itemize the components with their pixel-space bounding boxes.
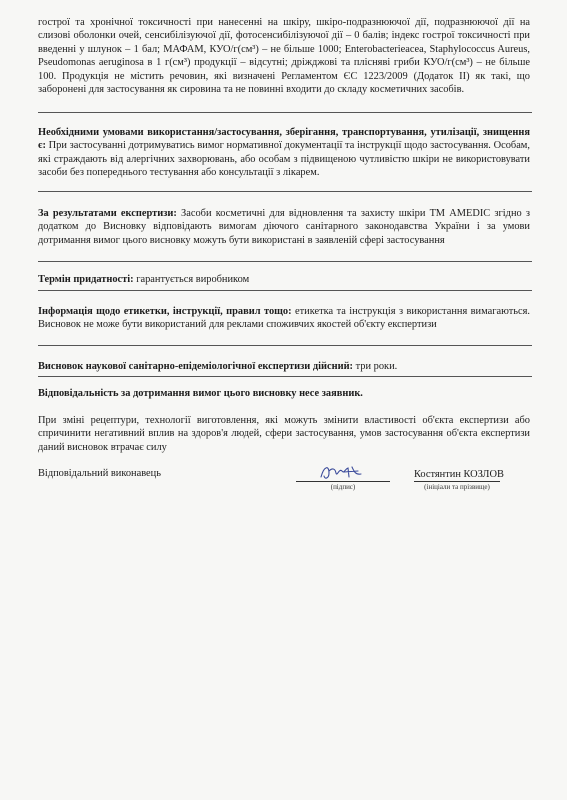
expertise-results-text: Засоби косметичні для відновлення та захисту шкіри ТМ AMEDIC згідно з додатком до Висновку відповідають вимогам діючого санітарного законодавства України і за умови дотримання вимог цього висновку можуть бути використані в заявленій сфері застосування [38, 208, 530, 246]
divider [38, 112, 532, 113]
signature-line [296, 481, 390, 482]
signature-caption: (підпис) [330, 483, 356, 491]
responsible-executor-label: Відповідальний виконавець [38, 468, 161, 479]
usage-conditions-heading: Необхідними умовами використання/застосування, зберігання, транспортування, утилізації, знищення є: [38, 127, 530, 152]
usage-conditions-section [38, 126, 530, 180]
responsibility-section [38, 387, 530, 400]
validity-heading: Висновок наукової санітарно-епідеміологічної експертизи дійсний: [38, 361, 354, 372]
labeling-section [38, 305, 530, 332]
name-caption: (ініціали та прізвище) [424, 483, 490, 491]
labeling-text: етикетка та інструкція з використання вимагаються. Висновок не може бути використаний для реклами споживчих якостей об'єкту експертизи [38, 306, 530, 331]
shelf-life-heading: Термін придатності: [38, 274, 134, 285]
signer-name: Костянтин КОЗЛОВ [414, 469, 504, 480]
validity-section [38, 360, 530, 373]
shelf-life-text: гарантується виробником [136, 274, 250, 285]
expertise-results-section [38, 207, 530, 247]
usage-conditions-text: При застосуванні дотримуватись вимог нормативної документації та інструкції щодо застосування. Особам, які страждають від алергічних захворювань, або особам з підвищеною чутливістю шкіри не використовувати засоби без попереднього тестування або консультації з лікарем. [38, 140, 530, 179]
labeling-heading: Інформація щодо етикетки, інструкції, правил тощо: [38, 306, 292, 317]
divider [38, 290, 532, 291]
divider [38, 345, 532, 346]
responsibility-statement: Відповідальність за дотримання вимог цього висновку несе заявник. [38, 388, 363, 399]
divider [38, 191, 532, 192]
divider [38, 376, 532, 377]
intro-paragraph: гострої та хронічної токсичності при нанесенні на шкіру, шкіро-подразнюючої дії, подразнюючої дії на слизові оболонки очей, сенсибілізуючої дії, фотосенсибілізуючої дії – 0 балів; індекс гострої токсичності при введенні у шлунок – 1 бал; МАФАМ, КУО/г(см³) – не більше 1000; Enterobacterieacea, Staphylococcus Aureus, Pseudomonas aeruginosa в 1 г(см³) продукції – відсутні; дріжджові та плісняві гриби КУО/г(см³) – не більше 100. Продукція не містить речовин, які визначені Регламентом ЄС 1223/2009 (Додаток ІІ) як такі, що заборонені для застосування як сировина та не повинні входити до складу косметичних засобів. [38, 17, 530, 96]
shelf-life-section [38, 273, 530, 286]
expertise-results-heading: За результатами експертизи: [38, 208, 177, 219]
validity-text: три роки. [355, 361, 398, 372]
change-notice-paragraph: При зміні рецептури, технології виготовлення, які можуть змінити властивості об'єкта експертизи або спричинити негативний вплив на здоров'я людей, сфери застосування, умов застосування об'єкта експертизи даний висновок втрачає силу [38, 415, 530, 453]
name-line [414, 481, 500, 482]
divider [38, 261, 532, 262]
